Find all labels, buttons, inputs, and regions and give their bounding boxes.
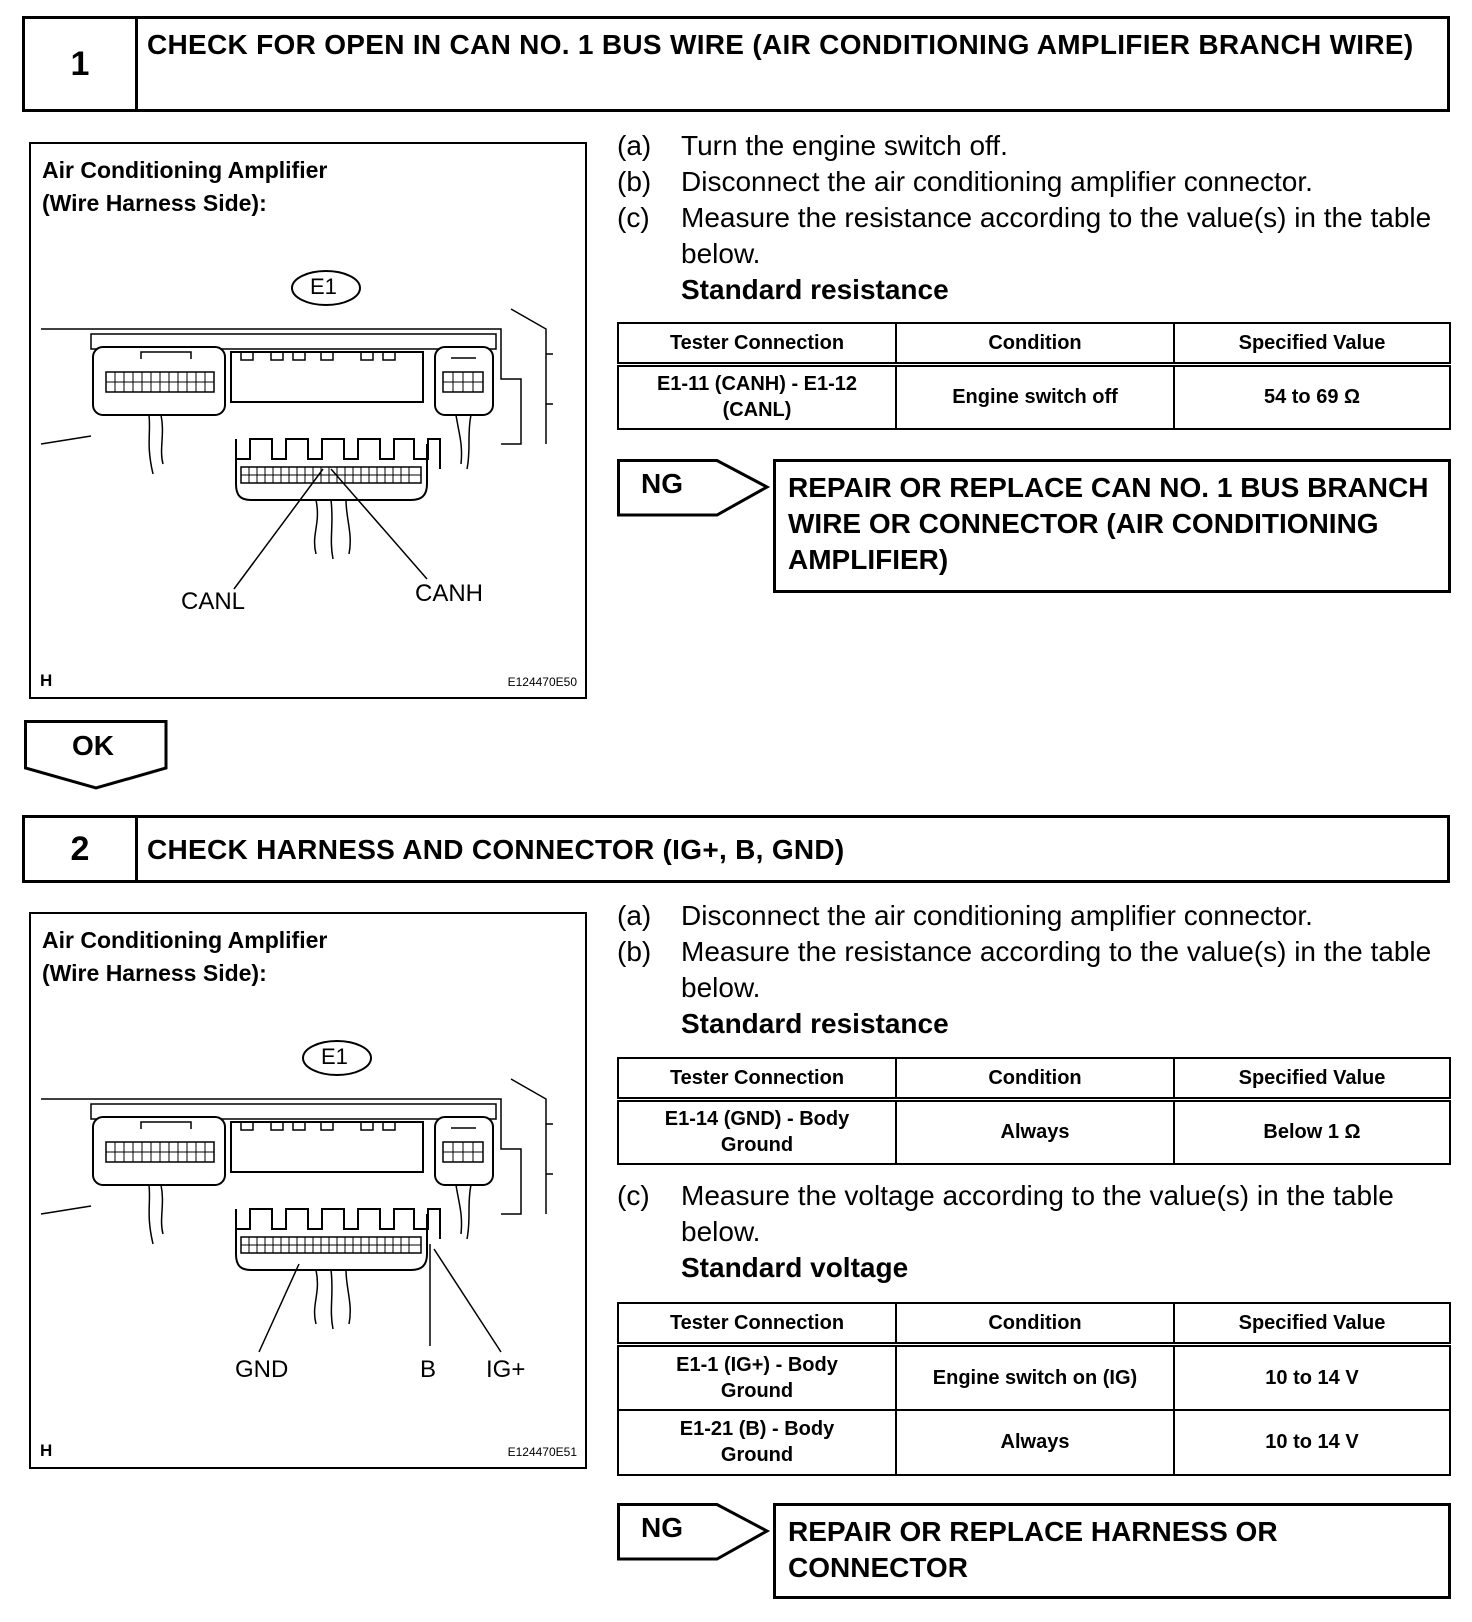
header-tester-connection: Tester Connection [618,1058,896,1100]
cell-tester-connection: E1-21 (B) - Body Ground [618,1410,896,1475]
figure-1-label-canh: CANH [415,580,484,607]
cell-tester-connection: E1-1 (IG+) - Body Ground [618,1345,896,1410]
step-2-number: 2 [25,818,138,880]
connector-diagram-2 [31,914,587,1469]
cell-tester-connection: E1-14 (GND) - Body Ground [618,1100,896,1164]
step-2-instructions [617,898,1457,1042]
cell-specified-value: 10 to 14 V [1174,1345,1450,1410]
cell-condition: Always [896,1410,1174,1475]
step-1-figure [29,142,587,699]
header-specified-value: Specified Value [1174,1058,1450,1100]
step-2-figure [29,912,587,1469]
figure-1-connector-label: E1 [310,274,337,299]
ng-label: NG [641,468,683,499]
resistance-table-2 [617,1057,1451,1165]
instruction-a: (a) Turn the engine switch off. [617,130,1008,161]
table-row [618,365,1450,429]
step-2-title: CHECK HARNESS AND CONNECTOR (IG+, B, GND) [147,834,845,865]
ok-label: OK [72,730,114,761]
header-tester-connection: Tester Connection [618,1303,896,1345]
cell-tester-connection: E1-11 (CANH) - E1-12 (CANL) [618,365,896,429]
ng-arrow-1 [617,459,777,524]
figure-2-title [42,924,327,990]
connector-diagram-1 [31,144,587,699]
instruction-a: (a) Disconnect the air conditioning amplifier connector. [617,900,1313,931]
step-1-title: CHECK FOR OPEN IN CAN NO. 1 BUS WIRE (AIR CONDITIONING AMPLIFIER BRANCH WIRE) [147,29,1414,60]
header-condition: Condition [896,1303,1174,1345]
header-specified-value: Specified Value [1174,323,1450,365]
cell-condition: Engine switch off [896,365,1174,429]
cell-condition: Always [896,1100,1174,1164]
cell-specified-value: 10 to 14 V [1174,1410,1450,1475]
header-condition: Condition [896,1058,1174,1100]
step-2-header [22,815,1450,883]
instruction-b: (b) Disconnect the air conditioning amplifier connector. [617,166,1313,197]
table-row [618,1410,1450,1475]
figure-1-label-canl: CANL [181,588,246,615]
table-header-row [618,1058,1450,1100]
cell-specified-value: 54 to 69 Ω [1174,365,1450,429]
figure-2-title-line1: Air Conditioning Amplifier [42,927,328,953]
step-1-instructions [617,128,1457,308]
ng-arrow-2 [617,1503,777,1568]
figure-2-label-gnd: GND [235,1356,289,1383]
figure-1-corner-h: H [40,671,53,690]
header-tester-connection: Tester Connection [618,323,896,365]
step-1-number: 1 [25,19,138,109]
instruction-c: (c) Measure the voltage according to the value(s) in the table below. [617,1180,1394,1247]
instruction-b: (b) Measure the resistance according to the value(s) in the table below. [617,936,1432,1003]
figure-2-code: E124470E51 [507,1445,577,1459]
figure-2-label-b: B [420,1356,437,1383]
header-specified-value: Specified Value [1174,1303,1450,1345]
ng-result-1: REPAIR OR REPLACE CAN NO. 1 BUS BRANCH WIRE OR CONNECTOR (AIR CONDITIONING AMPLIFIER) [773,459,1451,593]
step-1-header [22,16,1450,112]
table-row [618,1100,1450,1164]
figure-2-corner-h: H [40,1441,53,1460]
ng-result-2: REPAIR OR REPLACE HARNESS OR CONNECTOR [773,1503,1451,1599]
table-row [618,1345,1450,1410]
figure-2-connector-label: E1 [321,1044,348,1069]
instruction-c: (c) Measure the resistance according to the value(s) in the table below. [617,202,1432,269]
figure-1-title [42,154,327,220]
figure-1-title-line2: (Wire Harness Side): [42,190,267,216]
voltage-table [617,1302,1451,1476]
header-condition: Condition [896,323,1174,365]
table-title: Standard resistance [681,1008,949,1039]
resistance-table-1 [617,322,1451,430]
ok-arrow [24,720,170,795]
step-2-instruction-c [617,1178,1457,1286]
table-header-row [618,323,1450,365]
cell-condition: Engine switch on (IG) [896,1345,1174,1410]
figure-1-code: E124470E50 [507,675,577,689]
table-title: Standard voltage [681,1252,909,1283]
ng-label: NG [641,1512,683,1543]
table-header-row [618,1303,1450,1345]
figure-1-title-line1: Air Conditioning Amplifier [42,157,328,183]
cell-specified-value: Below 1 Ω [1174,1100,1450,1164]
figure-2-title-line2: (Wire Harness Side): [42,960,267,986]
figure-2-label-ig: IG+ [486,1356,526,1383]
table-title: Standard resistance [681,274,949,305]
